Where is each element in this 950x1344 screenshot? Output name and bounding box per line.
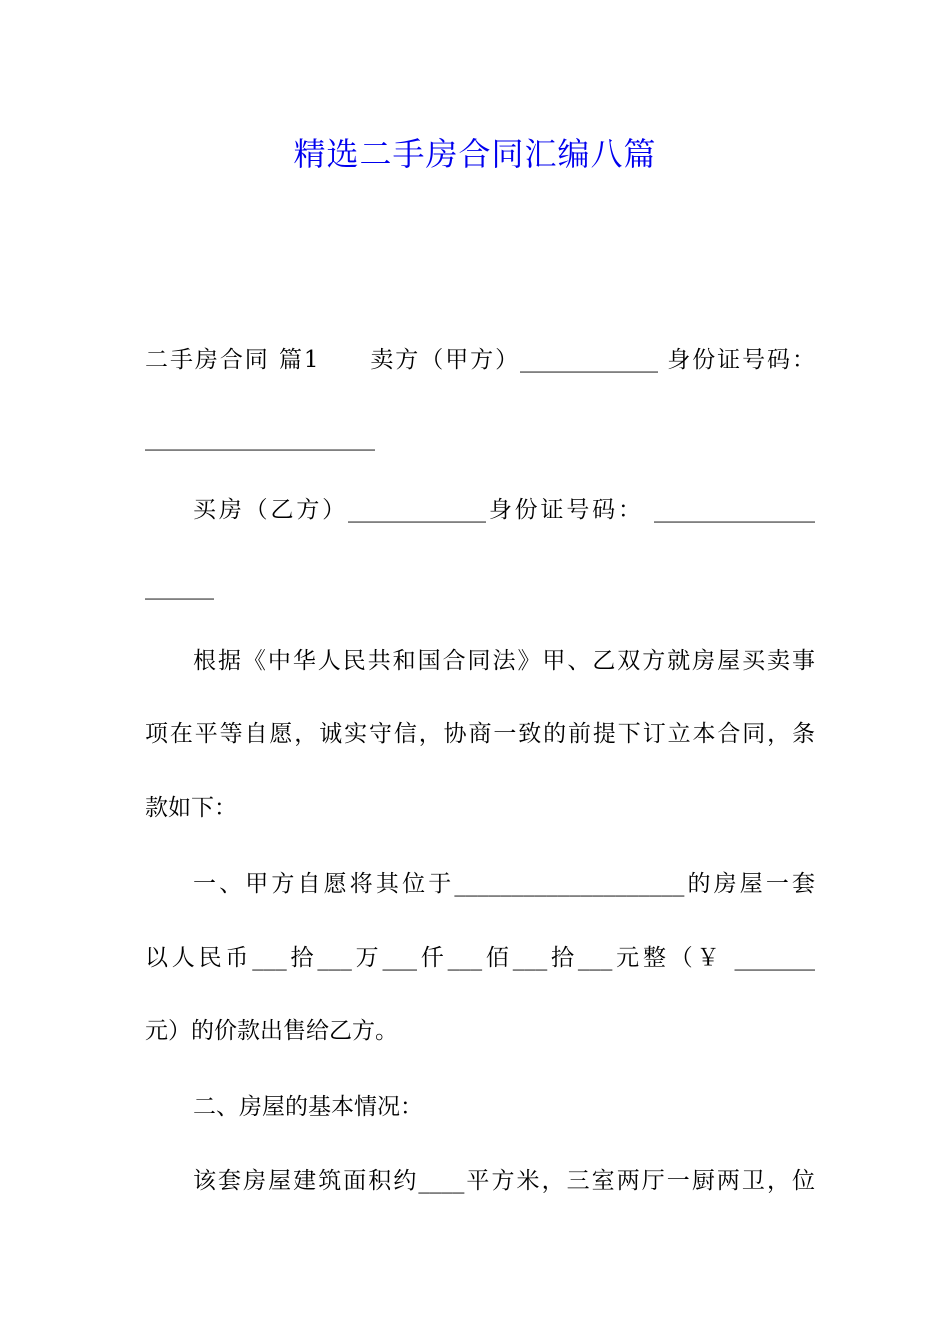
text-line: 该套房屋建筑面积约____平方米，三室两厅一厨两卫，位: [193, 1168, 815, 1194]
text-line: 根据《中华人民共和国合同法》甲、乙双方就房屋买卖事: [193, 648, 815, 674]
text-line: 一、甲方自愿将其位于____________________的房屋一套: [193, 871, 815, 897]
text-line: ______: [145, 574, 214, 600]
text-line: 款如下：: [145, 795, 237, 821]
text-line: 买房（乙方）____________身份证号码： ______________: [193, 497, 815, 523]
text-line: 元）的价款出售给乙方。: [145, 1018, 398, 1044]
text-line: ____________________: [145, 425, 375, 451]
text-line: 以人民币___拾___万___仟___佰___拾___元整（￥ _______: [145, 945, 815, 971]
text-line: 项在平等自愿，诚实守信，协商一致的前提下订立本合同，条: [145, 721, 815, 747]
text-line: 二手房合同 篇1 卖方（甲方）____________ 身份证号码：: [145, 347, 815, 373]
page-title: 精选二手房合同汇编八篇: [293, 135, 657, 173]
text-line: 二、房屋的基本情况：: [193, 1094, 423, 1120]
